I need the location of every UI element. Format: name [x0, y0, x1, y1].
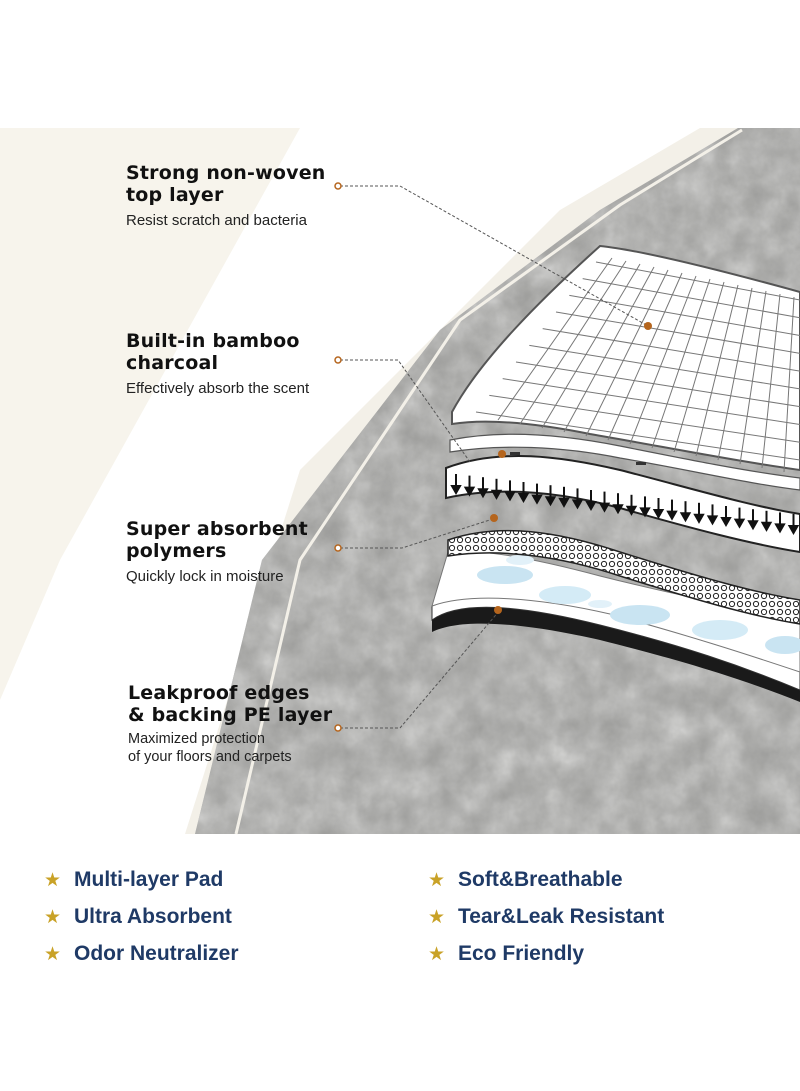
- feature-list: [0, 862, 800, 982]
- feature-item: [44, 864, 223, 896]
- star-icon: ★: [44, 869, 62, 891]
- feature-label: Ultra Absorbent: [74, 905, 232, 928]
- feature-item: [428, 901, 664, 933]
- callout-title: Leakproof edges & backing PE layer: [128, 682, 333, 726]
- feature-label: Multi-layer Pad: [74, 868, 224, 891]
- feature-label: Odor Neutralizer: [74, 942, 239, 965]
- star-icon: ★: [428, 943, 446, 965]
- callout-top-layer: [126, 162, 426, 230]
- callout-title: Strong non-woven top layer: [126, 162, 326, 206]
- star-icon: ★: [428, 869, 446, 891]
- feature-item: [428, 938, 584, 970]
- callout-title: Super absorbent polymers: [126, 518, 308, 562]
- callout-subtitle: Effectively absorb the scent: [126, 380, 310, 397]
- callout-leakproof-backing: [128, 682, 428, 766]
- callout-subtitle: Maximized protection of your floors and carpets: [128, 731, 292, 765]
- callout-bamboo-charcoal: [126, 330, 426, 398]
- feature-item: [428, 864, 623, 896]
- feature-label: Tear&Leak Resistant: [458, 905, 665, 928]
- feature-item: [44, 938, 239, 970]
- callout-title: Built-in bamboo charcoal: [126, 330, 300, 374]
- callout-subtitle: Resist scratch and bacteria: [126, 212, 307, 229]
- star-icon: ★: [44, 906, 62, 928]
- callout-absorbent-polymers: [126, 518, 426, 586]
- star-icon: ★: [44, 943, 62, 965]
- feature-item: [44, 901, 232, 933]
- feature-label: Soft&Breathable: [458, 868, 623, 891]
- callout-subtitle: Quickly lock in moisture: [126, 568, 284, 585]
- feature-label: Eco Friendly: [458, 942, 585, 965]
- star-icon: ★: [428, 906, 446, 928]
